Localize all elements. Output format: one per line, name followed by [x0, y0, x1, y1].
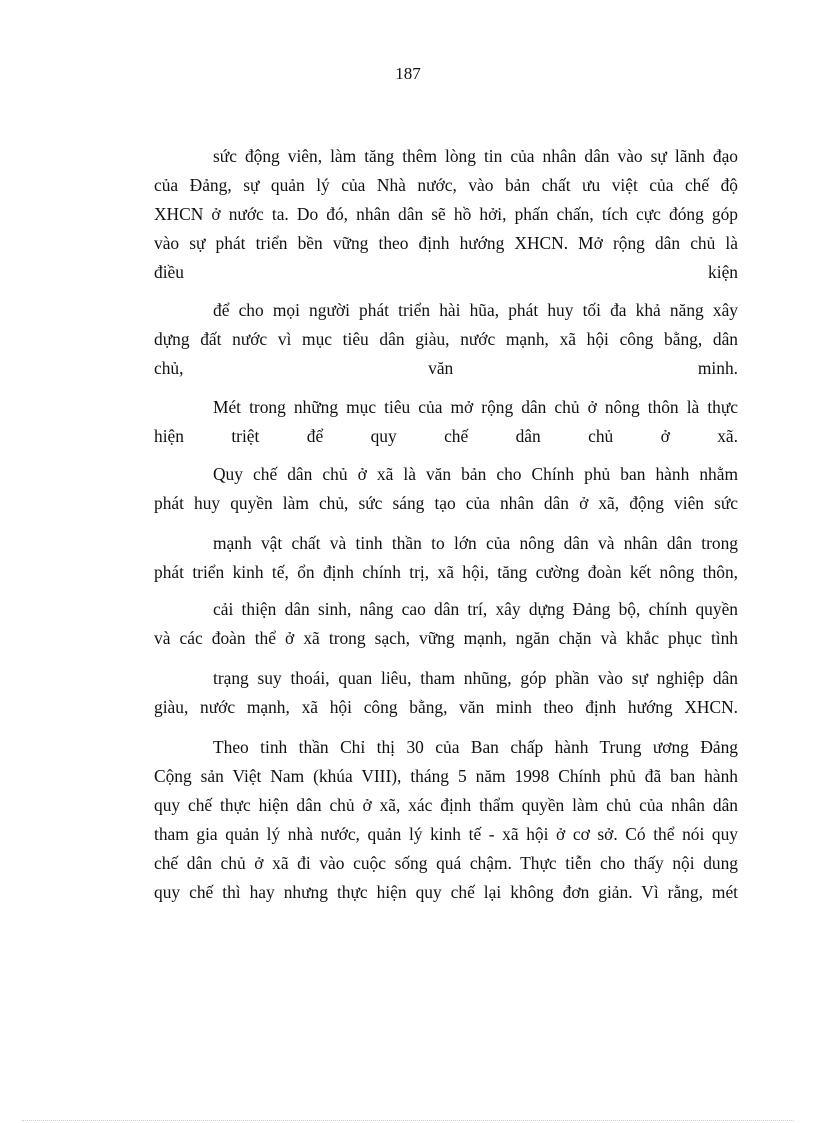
text-line: Mét trong những mục tiêu của mở rộng dân chủ ở nông thôn là thực: [213, 397, 738, 417]
paragraph-block: [154, 142, 738, 287]
paragraph-block: [154, 664, 738, 722]
text-line: sức động viên, làm tăng thêm lòng tin của nhân dân vào sự lãnh đạo: [213, 146, 738, 166]
text-line: vào sự phát triển bền vững theo định hướng XHCN. Mở rộng dân chủ là: [154, 233, 738, 253]
paragraph-block: [154, 529, 738, 587]
text-line: cải thiện dân sinh, nâng cao dân trí, xây dựng Đảng bộ, chính quyền: [213, 599, 738, 619]
paragraph-block: [154, 733, 738, 907]
page-bottom-divider: [22, 1120, 794, 1121]
text-line: phát triển kinh tế, ổn định chính trị, xã hội, tăng cường đoàn kết nông thôn,: [154, 562, 738, 582]
text-line: dựng đất nước vì mục tiêu dân giàu, nước mạnh, xã hội công bằng, dân: [154, 329, 738, 349]
text-line: giàu, nước mạnh, xã hội công bằng, văn minh theo định hướng XHCN.: [154, 697, 738, 717]
paragraph-block: [154, 393, 738, 451]
text-line: trạng suy thoái, quan liêu, tham nhũng, góp phần vào sự nghiệp dân: [213, 668, 738, 688]
text-line: mạnh vật chất và tinh thần to lớn của nông dân và nhân dân trong: [213, 533, 738, 553]
text-line: điều kiện: [154, 262, 738, 282]
paragraph-block: [154, 595, 738, 653]
text-line: chủ, văn minh.: [154, 358, 738, 378]
text-line: XHCN ở nước ta. Do đó, nhân dân sẽ hồ hởi, phấn chấn, tích cực đóng góp: [154, 204, 738, 224]
text-line: Cộng sản Việt Nam (khúa VIII), tháng 5 năm 1998 Chính phủ đã ban hành: [154, 766, 738, 786]
text-line: hiện triệt để quy chế dân chủ ở xã.: [154, 426, 738, 446]
paragraph-block: [154, 296, 738, 383]
text-line: quy chế thì hay nhưng thực hiện quy chế lại không đơn giản. Vì rằng, mét: [154, 882, 738, 902]
text-line: chế dân chủ ở xã đi vào cuộc sống quá chậm. Thực tiễn cho thấy nội dung: [154, 853, 738, 873]
page-number: 187: [395, 64, 421, 83]
text-line: tham gia quản lý nhà nước, quản lý kinh tế - xã hội ở cơ sở. Có thể nói quy: [154, 824, 738, 844]
text-line: của Đảng, sự quản lý của Nhà nước, vào bản chất ưu việt của chế độ: [154, 175, 738, 195]
text-line: Quy chế dân chủ ở xã là văn bản cho Chính phủ ban hành nhằm: [213, 464, 738, 484]
paragraph-block: [154, 460, 738, 518]
text-line: phát huy quyền làm chủ, sức sáng tạo của nhân dân ở xã, động viên sức: [154, 493, 738, 513]
text-line: và các đoàn thể ở xã trong sạch, vững mạnh, ngăn chặn và khắc phục tình: [154, 628, 738, 648]
text-line: để cho mọi người phát triển hài hũa, phát huy tối đa khả năng xây: [213, 300, 738, 320]
text-line: quy chế thực hiện dân chủ ở xã, xác định thẩm quyền làm chủ của nhân dân: [154, 795, 738, 815]
text-line: Theo tinh thần Chỉ thị 30 của Ban chấp hành Trung ương Đảng: [213, 737, 738, 757]
